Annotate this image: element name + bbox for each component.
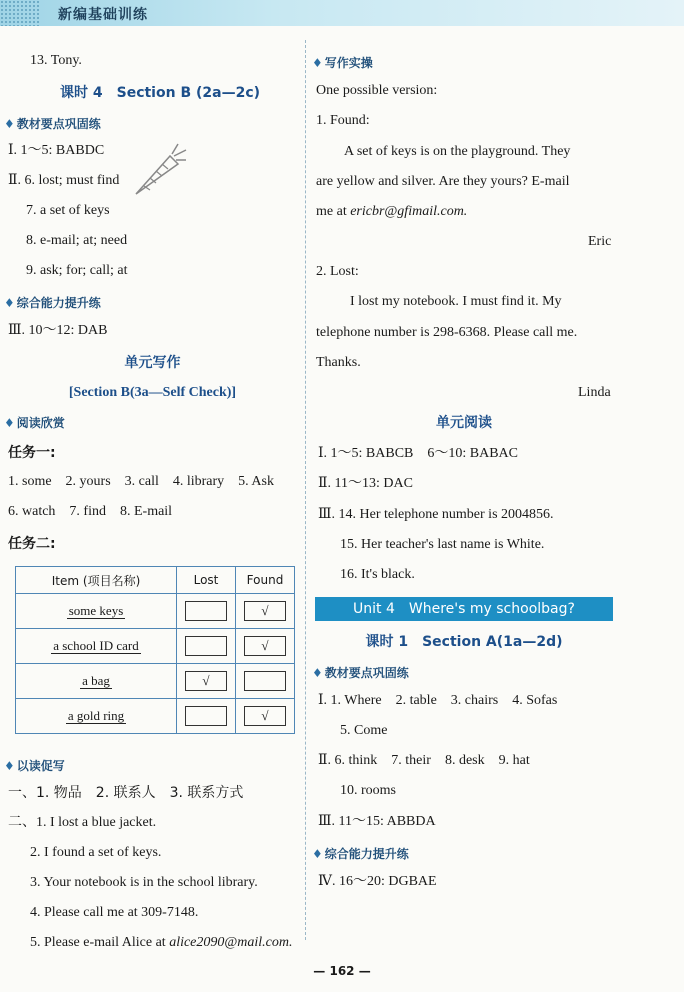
answer-line: Ⅲ. 10～12: DAB [8, 323, 108, 338]
answer-line: 4. Please call me at 309-7148. [30, 905, 199, 920]
answer-line: Ⅲ. 11～15: ABBDA [318, 814, 436, 829]
header-bar [0, 0, 684, 26]
lesson-4-title: 课时 4 Section B (2a—2c) [60, 85, 261, 101]
found-box: √ [244, 706, 286, 726]
task-1-label: 任务一: [8, 445, 56, 461]
answer-line: 6. watch 7. find 8. E-mail [8, 504, 173, 519]
item-name: a school ID card [53, 638, 139, 653]
answer-line: 15. Her teacher's last name is White. [340, 537, 545, 552]
text-line: One possible version: [316, 83, 438, 98]
text-line: 1. Found: [316, 113, 370, 128]
table-row [16, 664, 295, 699]
text-line: me at ericbr@gfimail.com. [316, 204, 468, 219]
answer-line: Ⅰ. 1～5: BABCB 6～10: BABAC [318, 446, 519, 461]
text-line: telephone number is 298-6368. Please call me. [316, 325, 578, 340]
answer-line: 10. rooms [340, 783, 396, 798]
reading-title: 单元阅读 [436, 415, 492, 431]
text-line: 2. Lost: [316, 264, 359, 279]
answer-line: Ⅱ. 6. lost; must find [8, 173, 120, 188]
answer-line: Ⅱ. 11～13: DAC [318, 476, 413, 491]
item-name: a bag [82, 673, 110, 688]
section-heading: ♦ 综合能力提升练 [312, 847, 409, 861]
unit-banner: Unit 4 Where's my schoolbag? [315, 597, 613, 621]
writing-title: 单元写作 [124, 355, 181, 371]
lost-box: √ [185, 671, 227, 691]
answer-line: Ⅱ. 6. think 7. their 8. desk 9. hat [318, 753, 530, 768]
writing-subtitle: [Section B(3a—Self Check)] [68, 385, 237, 400]
answer-line: 7. a set of keys [26, 203, 110, 218]
table-header-row [16, 567, 295, 594]
table-row [16, 699, 295, 734]
answer-line: Ⅳ. 16～20: DGBAE [318, 874, 437, 889]
lost-box [185, 601, 227, 621]
column-divider [305, 40, 306, 940]
table-row [16, 629, 295, 664]
signature: Eric [588, 234, 612, 249]
section-heading: ♦ 综合能力提升练 [4, 296, 101, 310]
column-header: Lost [177, 567, 236, 594]
lesson-1-title: 课时 1 Section A(1a—2d) [365, 634, 563, 650]
answer-line: 8. e-mail; at; need [26, 233, 128, 248]
answer-line: 一、1. 物品 2. 联系人 3. 联系方式 [8, 785, 244, 801]
section-heading: ♦ 教材要点巩固练 [4, 117, 101, 131]
column-header: Item (项目名称) [16, 567, 177, 594]
text-line: A set of keys is on the playground. They [344, 144, 571, 159]
answer-line: 16. It's black. [340, 567, 415, 582]
lost-box [185, 706, 227, 726]
answer-13: 13. Tony. [30, 53, 82, 68]
answer-line: 3. Your notebook is in the school library. [30, 875, 258, 890]
answer-line: 9. ask; for; call; at [26, 263, 128, 278]
answer-line: 2. I found a set of keys. [30, 845, 162, 860]
answer-line: 1. some 2. yours 3. call 4. library 5. Ask [8, 474, 274, 489]
page-number: — 162 — [313, 964, 371, 978]
signature: Linda [578, 385, 611, 400]
text-line: I lost my notebook. I must find it. My [350, 294, 562, 309]
task-2-label: 任务二: [8, 536, 56, 552]
carrot-illustration [128, 142, 188, 202]
answer-line: 5. Please e-mail Alice at alice2090@mail.com. [30, 935, 293, 950]
item-name: a gold ring [67, 708, 125, 723]
item-name: some keys [68, 603, 124, 618]
found-box: √ [244, 601, 286, 621]
lost-box [185, 636, 227, 656]
section-heading: ♦ 以读促写 [4, 759, 65, 773]
answer-line: Ⅲ. 14. Her telephone number is 2004856. [318, 507, 554, 522]
answer-line: Ⅰ. 1. Where 2. table 3. chairs 4. Sofas [318, 693, 558, 708]
text-line: Thanks. [316, 355, 361, 370]
lost-found-table [15, 566, 295, 734]
found-box [244, 671, 286, 691]
answer-line: 二、1. I lost a blue jacket. [8, 815, 157, 830]
answer-line: Ⅰ. 1～5: BABDC [8, 143, 105, 158]
text-line: are yellow and silver. Are they yours? E-mail [316, 174, 570, 189]
section-heading: ♦ 写作实操 [312, 56, 373, 70]
header-dots [0, 0, 40, 26]
section-heading: ♦ 阅读欣赏 [4, 416, 65, 430]
answer-line: 5. Come [340, 723, 388, 738]
section-heading: ♦ 教材要点巩固练 [312, 666, 409, 680]
found-box: √ [244, 636, 286, 656]
table-row [16, 594, 295, 629]
book-title: 新编基础训练 [58, 7, 148, 23]
column-header: Found [236, 567, 295, 594]
